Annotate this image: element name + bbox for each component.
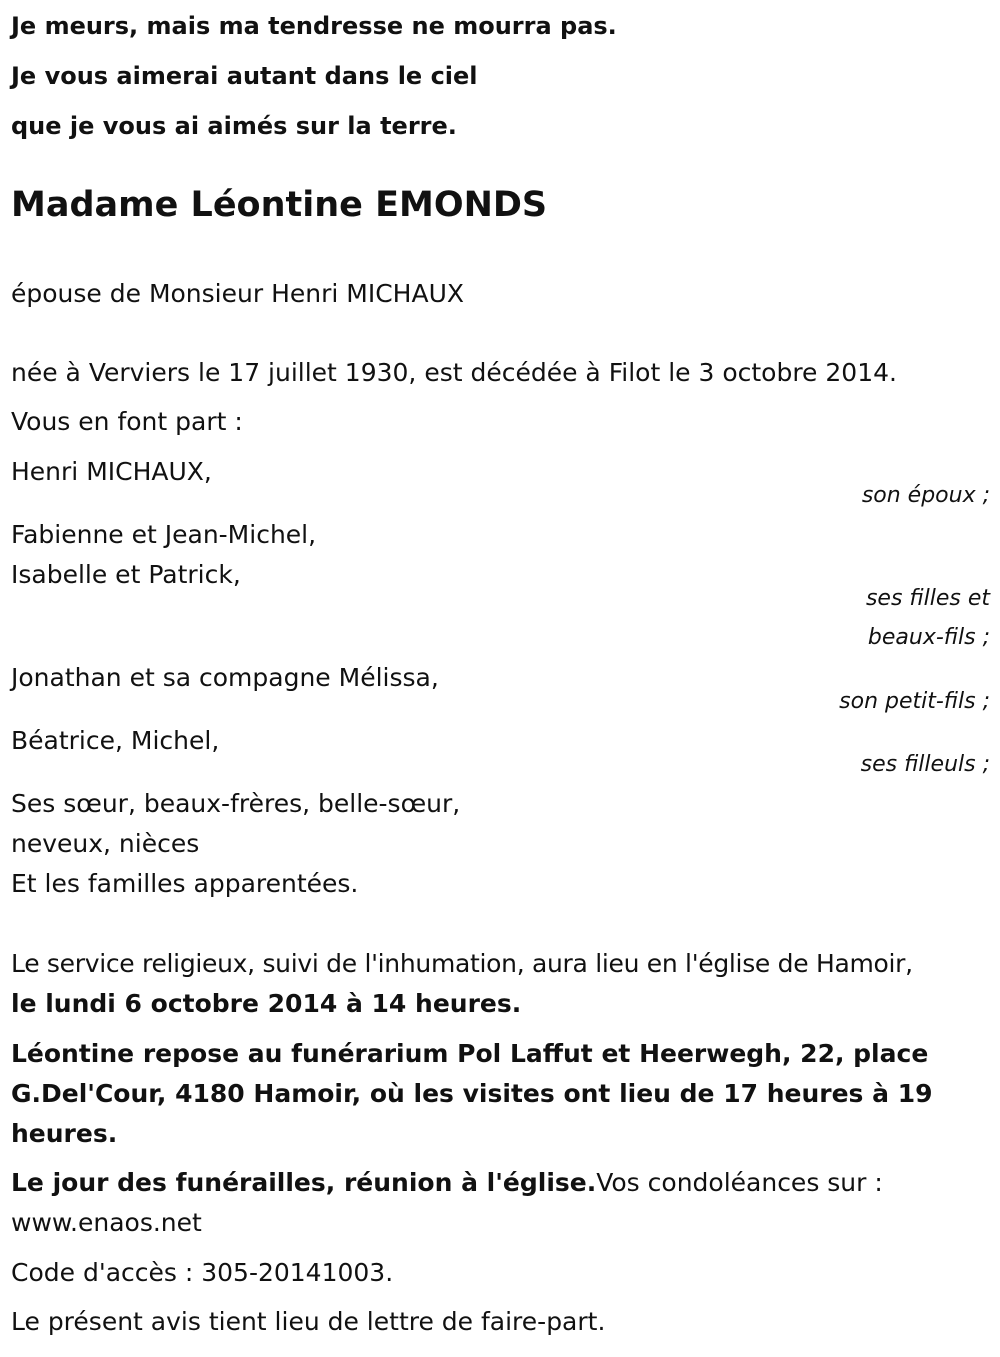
funerarium-line-2: G.Del'Cour, 4180 Hamoir, où les visites ont lieu de 17 heures à 19 [11, 1079, 933, 1108]
godchildren-names: Béatrice, Michel, [11, 726, 220, 755]
condolences-url[interactable]: www.enaos.net [11, 1208, 202, 1237]
access-code: Code d'accès : 305-20141003. [11, 1258, 394, 1287]
condolences-text: Vos condoléances sur : [596, 1168, 883, 1197]
funeral-day-bold: Le jour des funérailles, réunion à l'église. [11, 1168, 597, 1197]
other-family-2: neveux, nièces [11, 829, 200, 858]
poem-line-3: que je vous ai aimés sur la terre. [11, 112, 457, 140]
deceased-name: Madame Léontine EMONDS [11, 185, 548, 225]
godchildren-role: ses filleuls ; [860, 752, 990, 777]
husband-role: son époux ; [861, 483, 990, 508]
daughter-1: Fabienne et Jean-Michel, [11, 520, 317, 549]
other-family-1: Ses sœur, beaux-frères, belle-sœur, [11, 789, 461, 818]
funerarium-line-3: heures. [11, 1119, 118, 1148]
service-date: le lundi 6 octobre 2014 à 14 heures. [11, 989, 522, 1018]
poem-line-2: Je vous aimerai autant dans le ciel [11, 62, 478, 90]
daughters-role-1: ses filles et [865, 586, 990, 611]
funerarium-line-1: Léontine repose au funérarium Pol Laffut et Heerwegh, 22, place [11, 1039, 929, 1068]
grandson-name: Jonathan et sa compagne Mélissa, [11, 663, 439, 692]
spouse-line: épouse de Monsieur Henri MICHAUX [11, 279, 464, 308]
other-family-3: Et les familles apparentées. [11, 869, 359, 898]
funeral-day-line [11, 1168, 883, 1198]
birth-death-line: née à Verviers le 17 juillet 1930, est décédée à Filot le 3 octobre 2014. [11, 358, 897, 387]
poem-line-1: Je meurs, mais ma tendresse ne mourra pas. [11, 12, 617, 40]
daughters-role-2: beaux-fils ; [867, 625, 990, 650]
daughter-2: Isabelle et Patrick, [11, 560, 241, 589]
grandson-role: son petit-fils ; [839, 689, 990, 714]
husband-name: Henri MICHAUX, [11, 457, 212, 486]
closing-line: Le présent avis tient lieu de lettre de faire-part. [11, 1307, 606, 1336]
service-line: Le service religieux, suivi de l'inhumation, aura lieu en l'église de Hamoir, [11, 949, 913, 978]
announce-line: Vous en font part : [11, 407, 243, 436]
